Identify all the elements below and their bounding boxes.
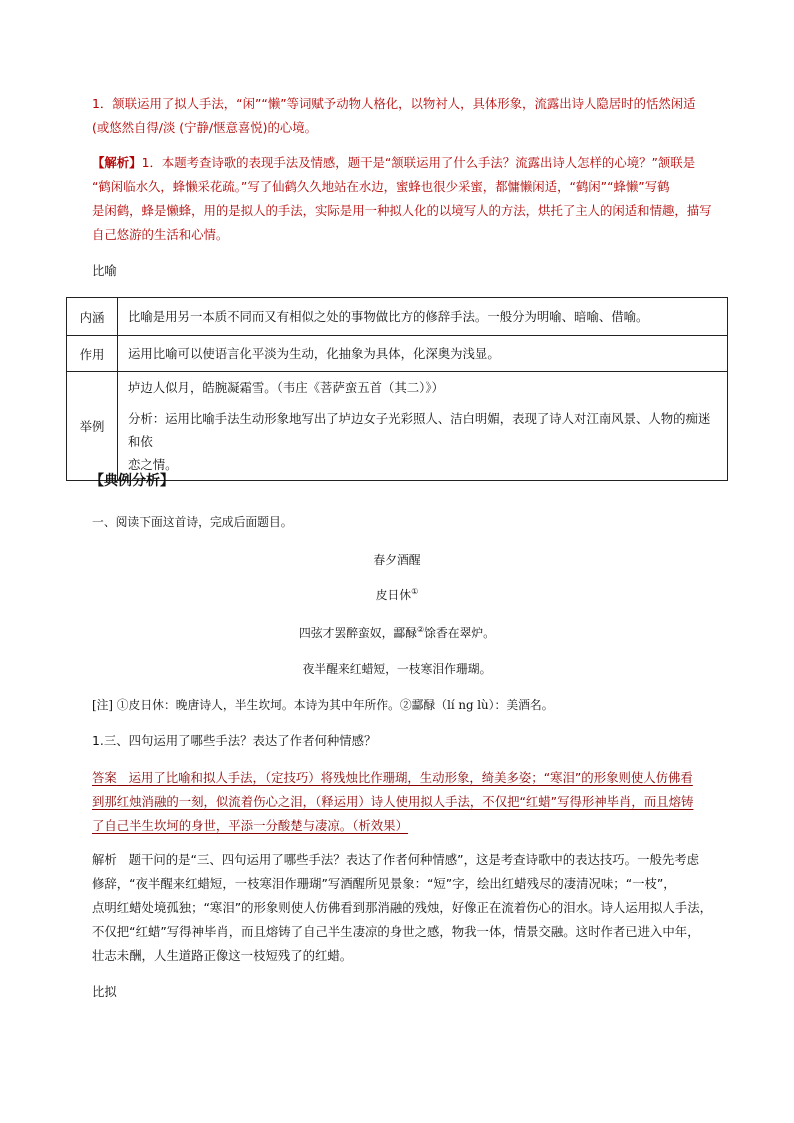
analysis-line5: 壮志未酬，人生道路正像这一枝短残了的红蜡。 xyxy=(92,948,353,963)
table-head-cell: 作用 xyxy=(67,336,118,372)
analysis-line3: 点明红蜡处境孤独；“寒泪”的形象则使人仿佛看到那消融的残烛，好像正在流着伤心的泪水。诗人运用拟人手法， xyxy=(92,900,712,915)
poem-line-1: 四弦才罢醉蛮奴，酃醁②馀香在翠炉。 xyxy=(299,625,495,640)
q1-analysis-line4: 自己悠游的生活和心情。 xyxy=(92,227,229,242)
table-content-cell xyxy=(118,372,728,481)
metaphor-table xyxy=(66,297,728,481)
table-head-cell: 内涵 xyxy=(67,298,118,336)
answer-line2: 到那红烛消融的一刻，似流着伤心之泪，（释运用）诗人使用拟人手法，不仅把“红蜡”写得形神毕肖，而且熔铸 xyxy=(92,794,694,809)
answer-block xyxy=(92,766,742,838)
q1-answer-line2: (或悠然自得/淡 (宁静/惬意喜悦)的心境。 xyxy=(92,120,318,135)
answer-line1: 答案 运用了比喻和拟人手法，（定技巧）将残烛比作珊瑚，生动形象，绮美多姿；“寒泪”的形象则使人仿佛看 xyxy=(92,770,693,785)
q1-analysis-line3: 是闲鹤，蜂是懒蜂，用的是拟人的手法，实际是用一种拟人化的以境写人的方法，烘托了主人的闲适和情趣，描写 xyxy=(92,203,712,218)
footnote-mark: ① xyxy=(411,587,419,597)
footnote-mark: ② xyxy=(417,625,425,635)
answer-label: 答案 xyxy=(92,770,117,785)
example-text: 垆边人似月，皓腕凝霜雪。（韦庄《菩萨蛮五首（其二）》） xyxy=(128,380,444,395)
typical-example-heading: 【典例分析】 xyxy=(90,473,174,489)
q1-answer xyxy=(92,92,732,140)
q1-analysis-line2: “鹤闲临水久，蜂懒采花疏。”写了仙鹤久久地站在水边，蜜蜂也很少采蜜，都慵懒闲适，“鹤闲”“蜂懒”写鹤 xyxy=(92,179,670,194)
table-content-cell: 比喻是用另一本质不同而又有相似之处的事物做比方的修辞手法。一般分为明喻、暗喻、借喻。 xyxy=(118,298,728,336)
question: 1.三、四句运用了哪些手法？表达了作者何种情感？ xyxy=(92,733,377,748)
table-row xyxy=(67,372,728,481)
table-content-cell: 运用比喻可以使语言化平淡为生动，化抽象为具体，化深奥为浅显。 xyxy=(118,336,728,372)
table-row xyxy=(67,336,728,372)
analysis-label: 解析 xyxy=(92,852,117,867)
q1-analysis xyxy=(92,151,742,247)
section-heading-personification: 比拟 xyxy=(92,984,117,999)
reading-instruction: 一、阅读下面这首诗，完成后面题目。 xyxy=(92,515,293,529)
poem-author: 皮日休① xyxy=(375,587,419,602)
analysis-block xyxy=(92,848,742,968)
analysis-line2: 修辞，“夜半醒来红蜡短，一枝寒泪作珊瑚”写酒醒所见景象：“短”字，绘出红蜡残尽的凄清况味；“一枝”， xyxy=(92,876,676,891)
table-row xyxy=(67,298,728,336)
answer-line3: 了自己半生坎坷的身世，平添一分酸楚与凄凉。（析效果） xyxy=(92,818,408,833)
q1-analysis-line1: 【解析】1．本题考查诗歌的表现手法及情感，题干是“颔联运用了什么手法？流露出诗人怎样的心境？”颔联是 xyxy=(92,155,696,170)
analysis-line1: 解析 题干问的是“三、四句运用了哪些手法？表达了作者何种情感”，这是考查诗歌中的表达技巧。一般先考虑 xyxy=(92,852,700,867)
poem-title: 春夕酒醒 xyxy=(373,553,421,567)
analysis-line4: 不仅把“红蜡”写得神毕肖，而且熔铸了自己半生凄凉的身世之感，物我一体，情景交融。这时作者已进入中年， xyxy=(92,924,700,939)
table-head-cell: 举例 xyxy=(67,372,118,481)
poem-annotation: [注] ①皮日休：晚唐诗人，半生坎坷。本诗为其中年所作。②酃醁（lí ng lù）：美酒名。 xyxy=(92,698,554,712)
q1-answer-line1: 1．颔联运用了拟人手法，“闲”“懒”等词赋予动物人格化，以物衬人，具体形象，流露出诗人隐居时的恬然闲适 xyxy=(92,96,696,111)
analysis-tag: 【解析】 xyxy=(92,155,142,170)
example-analysis-line2: 恋之情。 xyxy=(128,457,178,472)
poem-line-2: 夜半醒来红蜡短，一枝寒泪作珊瑚。 xyxy=(302,662,492,676)
example-analysis-line1: 分析：运用比喻手法生动形象地写出了垆边女子光彩照人、洁白明媚，表现了诗人对江南风景、人物的痴迷和依 xyxy=(128,411,711,449)
section-heading-metaphor: 比喻 xyxy=(92,263,117,278)
